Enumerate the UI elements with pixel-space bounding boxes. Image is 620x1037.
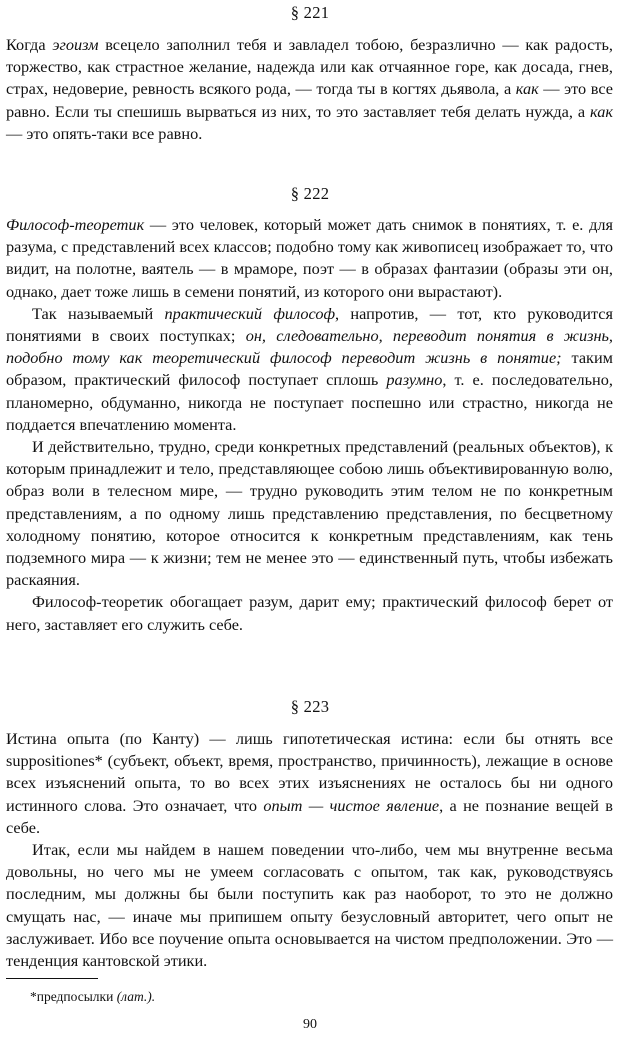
section-heading-221: § 221: [290, 3, 330, 22]
italic-phrase: он, следовательно, переводит понятия в жизнь, подобно тому как теоретический философ переводит жизнь в понятие;: [6, 326, 614, 368]
text-run: Философ-теоретик обогащает разум, дарит ему; практический философ берет от него, заставляет его служить себе.: [6, 592, 613, 634]
text-run: Истина опыта (по Канту) — лишь гипотетическая истина: если бы отнять все suppositiones* (субъект, объект, время, пространство, причинность), лежащие в основе всех изъяснений опыта, то во всех этих изъяснениях не осталось бы ни одного истинного слова. Это означает, что: [6, 729, 613, 815]
section-heading-222: § 222: [290, 184, 330, 203]
paragraph: [6, 34, 613, 145]
text-run: , а не познание вещей в себе.: [6, 795, 613, 837]
footnote-divider: [6, 978, 98, 979]
text-run: , напротив, — тот, кто руководится понятиями в своих поступках;: [6, 303, 613, 346]
paragraph: [6, 839, 613, 972]
text-run: таким образом, практический философ поступает сплошь: [6, 348, 613, 390]
section-heading-223: § 223: [290, 697, 330, 716]
text-run: , т. е. последовательно, планомерно, обдуманно, никогда не поступает поспешно или страстно, никогда не поддается впечатлению момента.: [6, 370, 613, 434]
footnote-marker: *: [30, 989, 37, 1004]
paragraph: [6, 436, 613, 591]
paragraph: [6, 728, 613, 839]
footnote: [30, 988, 155, 1006]
page-number: 90: [303, 1017, 317, 1032]
text-run: Так называемый: [32, 303, 165, 323]
footnote-language-note: (лат.).: [116, 989, 156, 1004]
italic-term: практический философ: [164, 303, 336, 323]
section-body-223: [6, 728, 613, 972]
italic-term: как: [515, 79, 539, 99]
text-run: И действительно, трудно, среди конкретных представлений (реальных объектов), к которым принадлежит и тело, представляющее собою лишь объективированную волю, образ воли в телесном мире, — трудно руководить этим телом не по конкретным представлениям, а по одному лишь представлению представления, по бесцветному холодному понятию, которое относится к конкретным представлениям, как тень подземного мира — к жизни; тем не менее это — единственный путь, чтобы избежать раскаяния.: [6, 437, 613, 590]
paragraph: [6, 214, 613, 303]
italic-term: как: [590, 101, 613, 121]
footnote-text: предпосылки: [36, 989, 114, 1004]
italic-phrase: опыт — чистое явление: [263, 795, 440, 815]
text-run: Когда: [6, 35, 53, 54]
text-run: — это все равно. Если ты спешишь вырваться из них, то это заставляет тебя делать нужда, а: [6, 79, 614, 121]
italic-term: разумно: [386, 370, 443, 390]
italic-term: Философ-теоретик: [6, 215, 145, 234]
section-body-222: [6, 214, 613, 636]
italic-term: эгоизм: [52, 35, 99, 54]
text-run: Итак, если мы найдем в нашем поведении что-либо, чем мы внутренне весьма довольны, но чего мы не умеем согласовать с опытом, так как, руководствуясь последним, мы должны бы были поступить как раз наоборот, то это не должно смущать нас, — иначе мы припишем опыту безусловный авторитет, чего опыт не заслуживает. Ибо все поучение опыта основывается на чистом предположении. Это — тенденция кантовской этики.: [6, 840, 613, 971]
text-run: всецело заполнил тебя и завладел тобою, безразлично — как радость, торжество, как страстное желание, надежда или как отчаянное горе, как досада, гнев, страх, недоверие, ревность всякого рода, — тогда ты в когтях дьявола, а: [6, 35, 613, 99]
text-run: — это человек, который может дать снимок в понятиях, т. е. для разума, с представлений всех классов; подобно тому как живописец изображает то, что видит, на полотне, ваятель — в мраморе, поэт — в образах фантазии (образы эти он, однако, дает тоже лишь в семени понятий, из которого они вырастают).: [6, 215, 613, 301]
paragraph: [6, 591, 613, 635]
section-body-221: [6, 34, 613, 145]
text-run: — это опять-таки все равно.: [6, 123, 203, 143]
paragraph: [6, 303, 613, 436]
